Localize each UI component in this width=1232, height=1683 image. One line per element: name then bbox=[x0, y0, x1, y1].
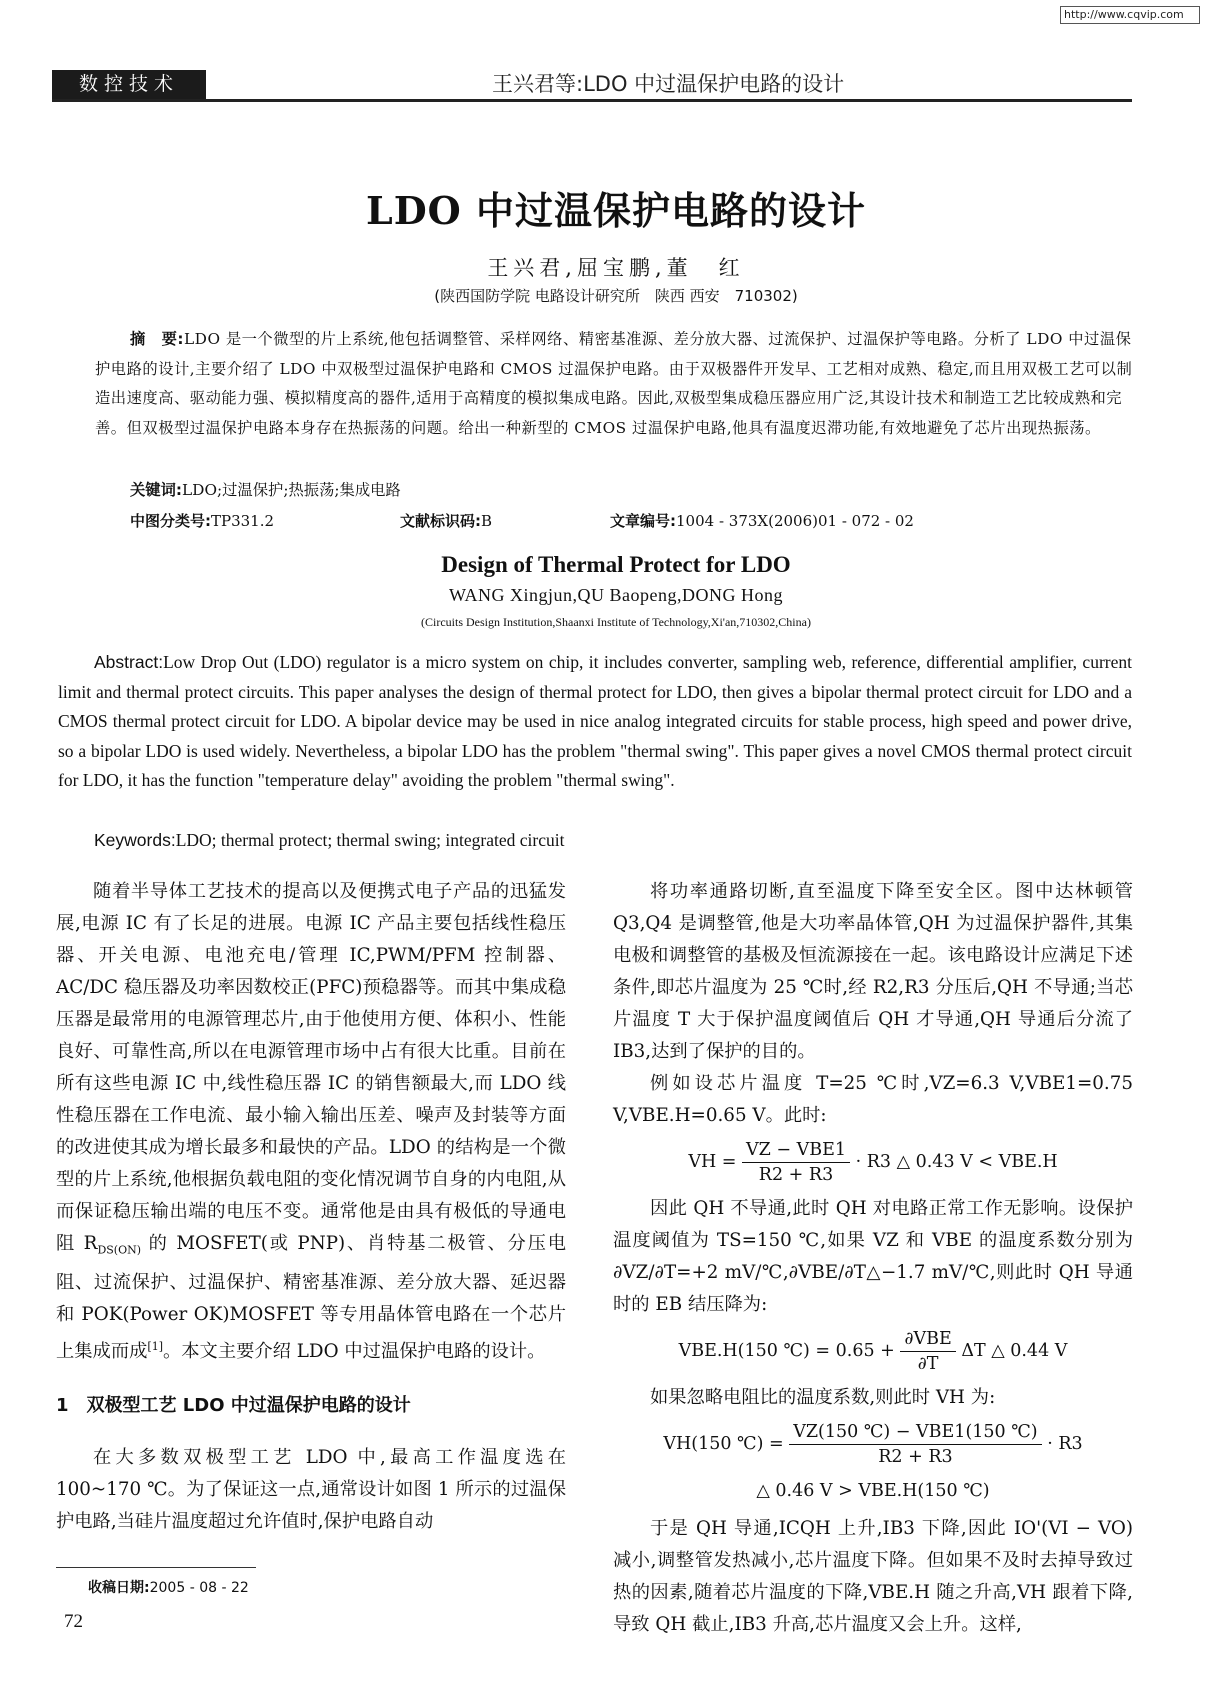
abstract-cn-label: 摘 要: bbox=[130, 330, 185, 348]
abstract-en-text: Low Drop Out (LDO) regulator is a micro system on chip, it includes converter, sampling web, reference, differential amplifier, current limit and thermal protect circuits. This paper analyses the design of thermal protect for LDO, then gives a bipolar thermal protect circuit for LDO and a CMOS thermal protect circuit for LDO. A bipolar device may be used in nice analog integrated circuits for stable process, high speed and power drive, so a bipolar LDO is used widely. Nevertheless, a bipolar LDO has the problem "thermal swing". This paper gives a novel CMOS thermal protect circuit for LDO, it has the function "temperature delay" avoiding the problem "thermal swing". bbox=[58, 652, 1132, 791]
authors-en: WANG Xingjun,QU Baopeng,DONG Hong bbox=[449, 585, 783, 605]
footnote-divider bbox=[56, 1567, 256, 1568]
formula-vh bbox=[613, 1138, 1133, 1187]
right-paragraph-3: 因此 QH 不导通,此时 QH 对电路正常工作无影响。设保护温度阈值为 TS=150 ℃,如果 VZ 和 VBE 的温度系数分别为∂VZ/∂T=+2 mV/℃,∂VBE/∂T△−1.7 mV/℃,则此时 QH 导通时的 EB 结压降为: bbox=[613, 1198, 1133, 1315]
formula-vh150-numerator: VZ(150 ℃) − VBE1(150 ℃) bbox=[789, 1420, 1041, 1445]
body-column-right bbox=[613, 876, 1133, 1641]
formula-vh-rhs: · R3 △ 0.43 V < VBE.H bbox=[855, 1152, 1058, 1172]
formula-vh-fraction bbox=[742, 1138, 850, 1187]
keywords-cn bbox=[130, 478, 401, 500]
section1-paragraph: 在大多数双极型工艺 LDO 中,最高工作温度选在 100~170 ℃。为了保证这一点,通常设计如图 1 所示的过温保护电路,当硅片温度超过允许值时,保护电路自动 bbox=[56, 1446, 566, 1532]
clc-number bbox=[130, 510, 274, 531]
formula-vh150-fraction bbox=[789, 1420, 1041, 1469]
received-label: 收稿日期: bbox=[88, 1580, 150, 1596]
page-number: 72 bbox=[64, 1611, 83, 1632]
formula-vbeh-lhs: VBE.H(150 ℃) = 0.65 + bbox=[678, 1341, 895, 1361]
article-value: 1004 - 373X(2006)01 - 072 - 02 bbox=[676, 512, 914, 530]
formula-vh150-lhs: VH(150 ℃) = bbox=[663, 1434, 784, 1454]
formula-vbeh-numerator: ∂VBE bbox=[900, 1327, 955, 1352]
keywords-en bbox=[94, 830, 564, 851]
source-url[interactable]: http://www.cqvip.com bbox=[1060, 6, 1200, 24]
article-number bbox=[610, 510, 914, 531]
right-paragraph-5: 于是 QH 导通,ICQH 上升,IB3 下降,因此 IO'(VI − VO) 减小,调整管发热减小,芯片温度下降。但如果不及时去掉导致过热的因素,随着芯片温度的下降,VBE.H 随之升高,VH 跟着下降,导致 QH 截止,IB3 升高,芯片温度又会上升。这样, bbox=[613, 1518, 1133, 1635]
formula-vh150-rhs: · R3 bbox=[1047, 1434, 1083, 1454]
keywords-en-text: LDO; thermal protect; thermal swing; integrated circuit bbox=[175, 830, 565, 850]
keywords-en-label: Keywords: bbox=[94, 830, 176, 850]
authors-cn: 王兴君,屈宝鹏,董 红 bbox=[487, 256, 745, 280]
formula-vh-lhs: VH = bbox=[688, 1152, 737, 1172]
formula-vh-denominator: R2 + R3 bbox=[758, 1165, 834, 1185]
keywords-cn-label: 关键词: bbox=[130, 481, 183, 499]
formula-vbeh bbox=[613, 1327, 1133, 1376]
paper-title-en: Design of Thermal Protect for LDO bbox=[441, 552, 791, 577]
clc-label: 中图分类号: bbox=[130, 512, 211, 530]
formula-vbeh-denominator: ∂T bbox=[917, 1354, 939, 1374]
running-header bbox=[52, 70, 1132, 102]
citation-ref[interactable]: [1] bbox=[147, 1339, 163, 1353]
formula-vbeh-rhs: ΔT △ 0.44 V bbox=[961, 1341, 1068, 1361]
intro-text-3: 。本文主要介绍 LDO 中过温保护电路的设计。 bbox=[163, 1340, 546, 1362]
doc-code-value: B bbox=[481, 512, 493, 530]
abstract-cn-text: LDO 是一个微型的片上系统,他包括调整管、采样网络、精密基准源、差分放大器、过流保护、过温保护等电路。分析了 LDO 中过温保护电路的设计,主要介绍了 LDO 中双极型过温保护电路和 CMOS 过温保护电路。由于双极器件开发早、工艺相对成熟、稳定,而且用双极工艺可以制造出速度高、驱动能力强、模拟精度高的器件,适用于高精度的模拟集成电路。因此,双极型集成稳压器应用广泛,其设计技术和制造工艺比较成熟和完善。但双极型过温保护电路本身存在热振荡的问题。给出一种新型的 CMOS 过温保护电路,他具有温度迟滞功能,有效地避免了芯片出现热振荡。 bbox=[95, 330, 1133, 437]
right-paragraph-2: 例如设芯片温度 T=25 ℃时,VZ=6.3 V,VBE1=0.75 V,VBE.H=0.65 V。此时: bbox=[613, 1073, 1133, 1126]
formula-vh150 bbox=[613, 1420, 1133, 1469]
abstract-cn bbox=[95, 325, 1135, 443]
right-paragraph-4: 如果忽略电阻比的温度系数,则此时 VH 为: bbox=[650, 1387, 996, 1408]
intro-text-2: 的 MOSFET(或 PNP)、肖特基二极管、分压电阻、过流保护、过温保护、精密基准源、差分放大器、延迟器和 POK(Power OK)MOSFET 等专用晶体管电路在一个芯片上集成而成 bbox=[56, 1233, 566, 1362]
affiliation-en: (Circuits Design Institution,Shaanxi Institute of Technology,Xi'an,710302,China) bbox=[421, 615, 811, 629]
section-heading-1: 1 双极型工艺 LDO 中过温保护电路的设计 bbox=[56, 1394, 411, 1416]
affiliation-cn: (陕西国防学院 电路设计研究所 陕西 西安 710302) bbox=[434, 287, 798, 305]
formula-vh150-denominator: R2 + R3 bbox=[878, 1447, 953, 1467]
rds-subscript: DS(ON) bbox=[97, 1243, 142, 1257]
paper-title-cn: LDO 中过温保护电路的设计 bbox=[365, 188, 866, 233]
running-title: 王兴君等:LDO 中过温保护电路的设计 bbox=[492, 72, 845, 96]
formula-vh150-line2: △ 0.46 V > VBE.H(150 ℃) bbox=[756, 1481, 990, 1501]
article-label: 文章编号: bbox=[610, 512, 676, 530]
abstract-en-label: Abstract: bbox=[94, 652, 164, 672]
formula-vh-numerator: VZ − VBE1 bbox=[742, 1138, 850, 1163]
document-code bbox=[400, 510, 492, 531]
received-date bbox=[88, 1577, 249, 1597]
intro-text-1: 随着半导体工艺技术的提高以及便携式电子产品的迅猛发展,电源 IC 有了长足的进展。电源 IC 产品主要包括线性稳压器、开关电源、电池充电/管理 IC,PWM/PFM 控制器、AC/DC 稳压器及功率因数校正(PFC)预稳器等。而其中集成稳压器是最常用的电源管理芯片,由于他使用方便、体积小、性能良好、可靠性高,所以在电源管理市场中占有很大比重。目前在所有这些电源 IC 中,线性稳压器 IC 的销售额最大,而 LDO 线性稳压器在工作电流、最小输入输出压差、噪声及封装等方面的改进使其成为增长最多和最快的产品。LDO 的结构是一个微型的片上系统,他根据负载电阻的变化情况调节自身的内电阻,从而保证稳压输出端的电压不变。通常他是由具有极低的导通电阻 R bbox=[56, 881, 566, 1254]
formula-vbeh-fraction bbox=[900, 1327, 955, 1376]
received-value: 2005 - 08 - 22 bbox=[149, 1580, 249, 1596]
intro-paragraph bbox=[56, 876, 566, 1368]
doc-code-label: 文献标识码: bbox=[400, 512, 481, 530]
section-tag: 数控技术 bbox=[52, 70, 206, 99]
clc-value: TP331.2 bbox=[211, 512, 275, 530]
body-column-left bbox=[56, 876, 566, 1538]
abstract-en bbox=[58, 648, 1132, 796]
right-paragraph-1: 将功率通路切断,直至温度下降至安全区。图中达林顿管 Q3,Q4 是调整管,他是大功率晶体管,QH 为过温保护器件,其集电极和调整管的基极及恒流源接在一起。该电路设计应满足下述条件,即芯片温度为 25 ℃时,经 R2,R3 分压后,QH 不导通;当芯片温度 T 大于保护温度阈值后 QH 才导通,QH 导通后分流了 IB3,达到了保护的目的。 bbox=[613, 881, 1133, 1062]
keywords-cn-text: LDO;过温保护;热振荡;集成电路 bbox=[182, 481, 401, 499]
